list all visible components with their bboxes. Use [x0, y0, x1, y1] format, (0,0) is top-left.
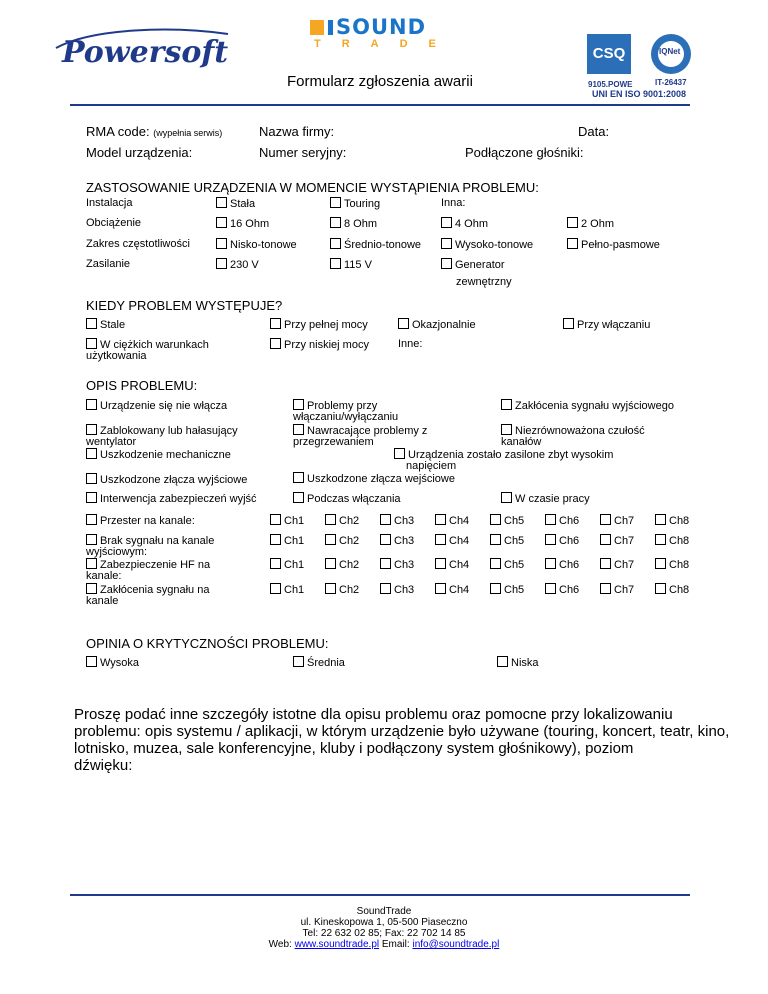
checkbox-no-power[interactable]: Urządzenie się nie włącza — [86, 399, 227, 413]
channel-label: Ch3 — [394, 515, 415, 527]
usage-row-label: Zakres częstotliwości — [86, 238, 190, 250]
checkbox-protection[interactable]: Interwencja zabezpieczeń wyjść — [86, 492, 257, 506]
startup-line2: włączaniu/wyłączaniu — [293, 411, 399, 423]
checkbox[interactable] — [600, 514, 611, 525]
checkbox-8ohm[interactable]: 8 Ohm — [330, 217, 377, 231]
checkbox[interactable] — [435, 514, 446, 525]
channel-checkbox[interactable] — [380, 583, 414, 597]
channel-label: Ch3 — [394, 535, 415, 547]
channel-label: Ch3 — [394, 559, 415, 571]
checkbox-stala[interactable]: Stała — [216, 197, 255, 211]
footer-address: ul. Kineskopowa 1, 05-500 Piaseczno — [300, 917, 468, 928]
checkbox[interactable] — [330, 197, 341, 208]
channel-checkbox[interactable] — [600, 583, 634, 597]
channel-checkbox[interactable] — [270, 534, 304, 548]
channel-label: Ch7 — [614, 535, 635, 547]
sensitivity-line2: kanałów — [501, 436, 542, 448]
serial-label: Numer seryjny: — [259, 145, 347, 160]
harsh-line2: użytkowania — [86, 350, 147, 362]
checkbox[interactable] — [380, 534, 391, 545]
powersoft-logo — [52, 26, 232, 70]
checkbox[interactable] — [490, 558, 501, 569]
channel-checkbox[interactable] — [600, 514, 634, 528]
company-label: Nazwa firmy: — [259, 124, 335, 139]
cert-code-right: IT-26437 — [655, 78, 687, 87]
channel-checkbox[interactable] — [490, 558, 524, 572]
footer-company: SoundTrade — [356, 906, 412, 917]
logo-trade-text: TRADE — [314, 38, 457, 50]
checkbox-clipping[interactable]: Przester na kanale: — [86, 514, 195, 528]
channel-checkbox[interactable] — [600, 534, 634, 548]
channel-checkbox[interactable] — [655, 558, 689, 572]
channel-checkbox[interactable] — [490, 514, 524, 528]
checkbox[interactable] — [325, 583, 336, 594]
channel-label: Ch4 — [449, 535, 470, 547]
footer — [0, 906, 768, 950]
checkbox[interactable] — [435, 558, 446, 569]
checkbox[interactable] — [325, 514, 336, 525]
when-heading: KIEDY PROBLEM WYSTĘPUJE? — [86, 298, 283, 313]
checkbox[interactable] — [655, 583, 666, 594]
channel-checkbox[interactable] — [545, 558, 579, 572]
checkbox[interactable] — [325, 534, 336, 545]
channel-checkbox[interactable] — [380, 558, 414, 572]
channel-label: Ch2 — [339, 584, 360, 596]
checkbox[interactable] — [490, 583, 501, 594]
details-line-1: Proszę podać inne szczegóły istotne dla opisu problemu oraz pomocne przy lokalizowaniu — [74, 706, 673, 723]
checkbox[interactable] — [545, 558, 556, 569]
checkbox-medium-severity[interactable]: Średnia — [293, 656, 345, 670]
checkbox-mid[interactable]: Średnio-tonowe — [330, 238, 421, 252]
footer-phones: Tel: 22 632 02 85; Fax: 22 702 14 85 — [302, 928, 466, 939]
rma-code-label: RMA code: (wypełnia serwis) — [86, 124, 223, 139]
noise-line2: kanale — [86, 595, 119, 607]
email-link[interactable]: info@soundtrade.pl — [412, 939, 500, 950]
checkbox-16ohm[interactable]: 16 Ohm — [216, 217, 269, 231]
checkbox-output-connectors[interactable]: Uszkodzone złącza wyjściowe — [86, 473, 247, 487]
iqnet-badge — [649, 32, 693, 76]
channel-label: Ch5 — [504, 515, 525, 527]
channel-checkbox[interactable] — [270, 514, 304, 528]
channel-checkbox[interactable] — [490, 583, 524, 597]
checkbox[interactable] — [270, 534, 281, 545]
soundtrade-logo — [310, 15, 460, 52]
details-line-4: dźwięku: — [74, 757, 133, 774]
csq-badge — [587, 34, 631, 74]
checkbox[interactable] — [325, 558, 336, 569]
checkbox[interactable] — [435, 534, 446, 545]
model-label: Model urządzenia: — [86, 145, 193, 160]
checkbox[interactable] — [655, 534, 666, 545]
description-heading: OPIS PROBLEMU: — [86, 378, 198, 393]
channel-label: Ch2 — [339, 559, 360, 571]
checkbox-on-start[interactable]: Podczas włączania — [293, 492, 401, 506]
channel-checkbox[interactable] — [270, 583, 304, 597]
channel-label: Ch2 — [339, 515, 360, 527]
channel-label: Ch6 — [559, 515, 580, 527]
usage-heading: ZASTOSOWANIE URZĄDZENIA W MOMENCIE WYSTĄPIENIA PROBLEMU: — [86, 180, 539, 195]
channel-checkbox[interactable] — [325, 558, 359, 572]
checkbox-stale[interactable]: Stale — [86, 318, 125, 332]
generator-line2: zewnętrzny — [456, 276, 512, 288]
channel-label: Ch2 — [339, 535, 360, 547]
checkbox-occasional[interactable]: Okazjonalnie — [398, 318, 476, 332]
channel-label: Ch1 — [284, 559, 305, 571]
checkbox-low-severity[interactable]: Niska — [497, 656, 539, 670]
details-line-2: problemu: opis systemu / aplikacji, w którym urządzenie było używane (touring, koncert, teatr, kino, — [74, 723, 730, 740]
checkbox[interactable] — [435, 583, 446, 594]
checkbox[interactable] — [600, 558, 611, 569]
date-label: Data: — [578, 124, 610, 139]
channel-label: Ch4 — [449, 584, 470, 596]
overheat-line2: przegrzewaniem — [293, 436, 374, 448]
checkbox[interactable] — [490, 534, 501, 545]
channel-checkbox[interactable] — [545, 583, 579, 597]
cert-standard: UNI EN ISO 9001:2008 — [592, 89, 687, 99]
channel-checkbox[interactable] — [435, 534, 469, 548]
checkbox-full[interactable]: Pełno-pasmowe — [567, 238, 660, 252]
channel-label: Ch6 — [559, 559, 580, 571]
when-other[interactable]: Inne: — [398, 338, 423, 350]
checkbox[interactable] — [655, 514, 666, 525]
cert-code-left: 9105.POWE — [588, 80, 633, 89]
checkbox-low-power[interactable]: Przy niskiej mocy — [270, 338, 369, 352]
channel-checkbox[interactable] — [545, 514, 579, 528]
checkbox-startup[interactable]: Problemy przy — [293, 399, 377, 413]
checkbox-sensitivity[interactable]: Niezrównoważona czułość — [501, 424, 645, 438]
checkbox-no-signal[interactable]: Brak sygnału na kanale — [86, 534, 214, 548]
channel-label: Ch5 — [504, 559, 525, 571]
checkbox-noise[interactable]: Zakłócenia sygnału na — [86, 583, 209, 597]
checkbox-low[interactable]: Nisko-tonowe — [216, 238, 297, 252]
channel-checkbox[interactable] — [600, 558, 634, 572]
channel-checkbox[interactable] — [325, 514, 359, 528]
channel-checkbox[interactable] — [325, 534, 359, 548]
checkbox-overvoltage[interactable]: Urządzenia zostało zasilone zbyt wysokim — [394, 448, 613, 462]
checkbox-high-severity[interactable]: Wysoka — [86, 656, 139, 670]
iqnet-text: IQNet — [659, 47, 681, 56]
checkbox[interactable] — [216, 197, 227, 208]
checkbox-input-connectors[interactable]: Uszkodzone złącza wejściowe — [293, 472, 455, 486]
checkbox-overheat[interactable]: Nawracające problemy z — [293, 424, 427, 438]
checkbox-mechanical[interactable]: Uszkodzenie mechaniczne — [86, 448, 231, 462]
usage-row-label: Obciążenie — [86, 217, 142, 229]
channel-checkbox[interactable] — [435, 558, 469, 572]
channel-label: Ch8 — [669, 535, 690, 547]
channel-label: Ch3 — [394, 584, 415, 596]
checkbox-in-operation[interactable]: W czasie pracy — [501, 492, 590, 506]
channel-label: Ch7 — [614, 584, 635, 596]
channel-checkbox[interactable] — [380, 514, 414, 528]
checkbox[interactable] — [655, 558, 666, 569]
hf-line2: kanale: — [86, 570, 122, 582]
checkbox-230v[interactable]: 230 V — [216, 258, 259, 272]
channel-checkbox[interactable] — [490, 534, 524, 548]
checkbox[interactable] — [545, 534, 556, 545]
checkbox-touring[interactable]: Touring — [330, 197, 380, 211]
web-link[interactable]: www.soundtrade.pl — [294, 939, 380, 950]
channel-label: Ch8 — [669, 584, 690, 596]
checkbox-harsh-conditions[interactable]: W ciężkich warunkach — [86, 338, 209, 352]
logo-sound-text: SOUND — [336, 15, 427, 39]
checkbox-4ohm[interactable]: 4 Ohm — [441, 217, 488, 231]
channel-checkbox[interactable] — [270, 558, 304, 572]
powersoft-wordmark: Powersoft — [62, 35, 229, 70]
csq-text: CSQ — [592, 45, 626, 62]
fan-line2: wentylator — [86, 436, 137, 448]
channel-label: Ch1 — [284, 584, 305, 596]
checkbox[interactable] — [270, 583, 281, 594]
details-line-3: lotnisko, muzea, sale konferencyjne, kluby i podłączony system głośnikowy), poziom — [74, 740, 634, 757]
checkbox-full-power[interactable]: Przy pełnej mocy — [270, 318, 368, 332]
channel-label: Ch7 — [614, 559, 635, 571]
channel-label: Ch6 — [559, 584, 580, 596]
installation-other[interactable]: Inna: — [441, 197, 466, 209]
channel-label: Ch5 — [504, 584, 525, 596]
usage-row-label: Zasilanie — [86, 258, 131, 270]
channel-checkbox[interactable] — [655, 583, 689, 597]
channel-label: Ch4 — [449, 515, 470, 527]
channel-checkbox[interactable] — [545, 534, 579, 548]
footer-divider — [70, 894, 690, 896]
checkbox[interactable] — [380, 583, 391, 594]
channel-label: Ch8 — [669, 515, 690, 527]
channel-checkbox[interactable] — [380, 534, 414, 548]
checkbox-fan[interactable]: Zablokowany lub hałasujący — [86, 424, 238, 438]
footer-contacts: Web: www.soundtrade.pl Email: info@soundtrade.pl — [268, 939, 500, 950]
header-divider — [70, 104, 690, 106]
severity-heading: OPINIA O KRYTYCZNOŚCI PROBLEMU: — [86, 636, 329, 651]
checkbox[interactable] — [545, 583, 556, 594]
checkbox[interactable] — [270, 558, 281, 569]
channel-label: Ch5 — [504, 535, 525, 547]
checkbox[interactable] — [380, 514, 391, 525]
checkbox-generator[interactable]: Generator — [441, 258, 505, 272]
checkbox-output-interference[interactable]: Zakłócenia sygnału wyjściowego — [501, 399, 674, 413]
checkbox-hf-protection[interactable]: Zabezpieczenie HF na — [86, 558, 210, 572]
channel-label: Ch1 — [284, 535, 305, 547]
speakers-label: Podłączone głośniki: — [465, 145, 584, 160]
checkbox-power-on[interactable]: Przy włączaniu — [563, 318, 650, 332]
checkbox-high[interactable]: Wysoko-tonowe — [441, 238, 533, 252]
checkbox[interactable] — [270, 514, 281, 525]
checkbox[interactable] — [545, 514, 556, 525]
checkbox[interactable] — [380, 558, 391, 569]
checkbox[interactable] — [490, 514, 501, 525]
channel-label: Ch1 — [284, 515, 305, 527]
checkbox-2ohm[interactable]: 2 Ohm — [567, 217, 614, 231]
channel-checkbox[interactable] — [655, 534, 689, 548]
channel-label: Ch8 — [669, 559, 690, 571]
checkbox[interactable] — [600, 534, 611, 545]
channel-checkbox[interactable] — [325, 583, 359, 597]
channel-checkbox[interactable] — [655, 514, 689, 528]
checkbox[interactable] — [600, 583, 611, 594]
channel-label: Ch4 — [449, 559, 470, 571]
channel-checkbox[interactable] — [435, 583, 469, 597]
no-signal-line2: wyjściowym: — [86, 546, 148, 558]
channel-label: Ch7 — [614, 515, 635, 527]
channel-label: Ch6 — [559, 535, 580, 547]
usage-row-label: Instalacja — [86, 197, 133, 209]
channel-checkbox[interactable] — [435, 514, 469, 528]
checkbox-115v[interactable]: 115 V — [330, 258, 372, 272]
form-title: Formularz zgłoszenia awarii — [287, 73, 473, 90]
overvoltage-line2: napięciem — [406, 460, 457, 472]
